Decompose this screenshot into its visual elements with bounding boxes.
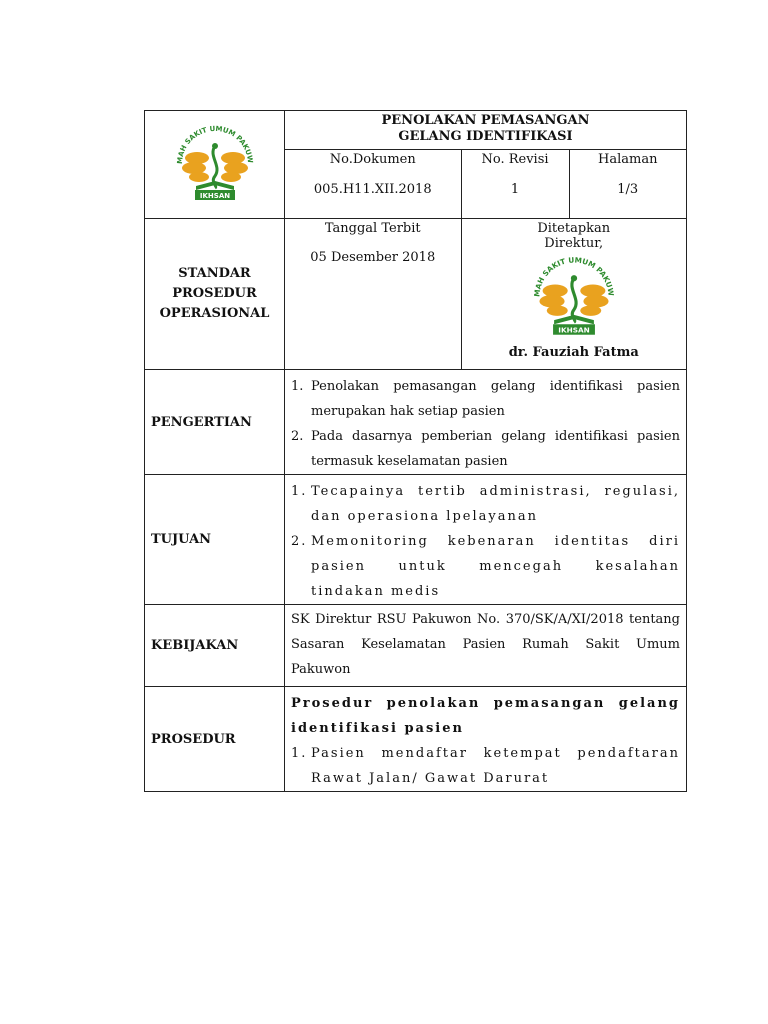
list-item: 1. Pasien mendaftar ketempat pendaftaran Rawat Jalan/ Gawat Darurat [291,746,680,786]
list-item: 1. Tecapainya tertib administrasi, regulasi, dan operasiona lpelayanan [291,484,680,524]
halaman-label: Halaman [598,152,658,167]
pengertian-label: PENGERTIAN [145,370,285,475]
stamp-ribbon-text: IKHSAN [557,325,590,335]
logo-ribbon-text: IKHSAN [199,191,230,200]
document-meta-cell [285,150,687,219]
title-line-2: GELANG IDENTIFIKASI [398,129,573,144]
tujuan-content [285,475,687,605]
sop-label-line-2: PROSEDUR [172,286,257,301]
tanggal-terbit-label: Tanggal Terbit [324,221,421,236]
prosedur-content [285,687,687,792]
no-revisi-label: No. Revisi [461,150,569,180]
hospital-logo-icon [172,120,258,206]
sop-detail [285,219,686,369]
tanggal-terbit-cell [285,219,461,369]
direktur-label: Direktur, [544,236,604,251]
tanggal-terbit-value: 05 Desember 2018 [310,250,436,265]
director-stamp-logo-icon [526,251,622,341]
sop-detail-cell [285,219,687,370]
sop-label-line-3: OPERASIONAL [159,306,270,321]
pengertian-content [285,370,687,475]
director-name: dr. Fauziah Fatma [508,345,639,360]
no-dokumen-value: 005.H11.XII.2018 [285,180,461,218]
prosedur-label: PROSEDUR [145,687,285,792]
ditetapkan-cell [461,219,686,369]
title-line-1: PENOLAKAN PEMASANGAN [381,113,590,128]
list-item: 2. Memonitoring kebenaran identitas diri pasien untuk mencegah kesalahan tindakan medis [291,534,680,599]
document-title [285,111,687,150]
kebijakan-content [285,605,687,687]
kebijakan-label: KEBIJAKAN [145,605,285,687]
no-revisi-value: 1 [461,180,569,218]
list-item: 1. Penolakan pemasangan gelang identifikasi pasien merupakan hak setiap pasien [291,379,680,419]
prosedur-heading: Prosedur penolakan pemasangan gelang identifikasi pasien [291,696,680,736]
document-meta [285,150,686,218]
hospital-logo-cell [145,111,285,219]
sop-label [145,219,285,370]
list-item: 2. Pada dasarnya pemberian gelang identifikasi pasien termasuk keselamatan pasien [291,429,680,469]
sop-table [144,110,687,792]
tujuan-label: TUJUAN [145,475,285,605]
sop-label-line-1: STANDAR [178,266,251,281]
ditetapkan-label: Ditetapkan [537,221,611,236]
logo-top-text: MAH SAKIT UMUM PAKUW [175,124,254,164]
halaman-value: 1/3 [617,182,639,197]
no-dokumen-label: No.Dokumen [285,150,461,180]
stamp-top-text: MAH SAKIT UMUM PAKUW [532,255,616,298]
kebijakan-text: SK Direktur RSU Pakuwon No. 370/SK/A/XI/2018 tentang Sasaran Keselamatan Pasien Rumah Sakit Umum Pakuwon [291,612,680,677]
